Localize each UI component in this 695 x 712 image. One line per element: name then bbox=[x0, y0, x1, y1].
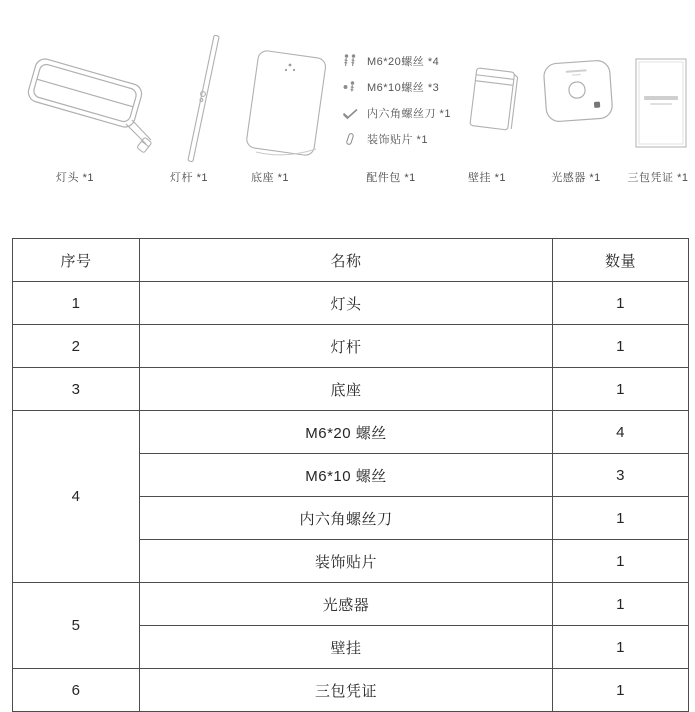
lamp-pole-illustration bbox=[168, 30, 232, 168]
accessory-pack-contents bbox=[342, 48, 451, 152]
table-row bbox=[13, 368, 689, 411]
accessory-item-label: M6*10螺丝 *3 bbox=[367, 82, 440, 94]
table-row bbox=[13, 282, 689, 325]
cell-qty: 4 bbox=[553, 411, 689, 454]
cell-qty: 1 bbox=[553, 497, 689, 540]
cell-seq: 6 bbox=[13, 669, 140, 712]
cell-name: 壁挂 bbox=[140, 626, 553, 669]
accessory-item-label: 内六角螺丝刀 *1 bbox=[367, 108, 451, 120]
cell-qty: 3 bbox=[553, 454, 689, 497]
packing-table bbox=[12, 238, 689, 712]
cell-name: 内六角螺丝刀 bbox=[140, 497, 553, 540]
accessory-item-label: 装饰贴片 *1 bbox=[367, 134, 428, 146]
light-sensor-illustration bbox=[538, 52, 618, 130]
hex-key-icon bbox=[342, 105, 358, 121]
cell-seq: 4 bbox=[13, 411, 140, 583]
accessory-item bbox=[342, 74, 451, 100]
cell-qty: 1 bbox=[553, 325, 689, 368]
wall-mount-illustration bbox=[464, 62, 522, 140]
cell-name: M6*10 螺丝 bbox=[140, 454, 553, 497]
warranty-certificate-illustration bbox=[633, 56, 689, 152]
cell-qty: 1 bbox=[553, 583, 689, 626]
cell-name: 底座 bbox=[140, 368, 553, 411]
cell-name: 灯杆 bbox=[140, 325, 553, 368]
accessory-item bbox=[342, 126, 451, 152]
cell-seq: 1 bbox=[13, 282, 140, 325]
cell-name: 装饰贴片 bbox=[140, 540, 553, 583]
table-row bbox=[13, 583, 689, 626]
cell-qty: 1 bbox=[553, 540, 689, 583]
header-qty: 数量 bbox=[553, 239, 689, 282]
accessory-item-label: M6*20螺丝 *4 bbox=[367, 56, 440, 68]
lamp-head-illustration bbox=[10, 53, 162, 159]
cell-seq: 3 bbox=[13, 368, 140, 411]
table-row bbox=[13, 669, 689, 712]
base-illustration bbox=[240, 48, 332, 160]
table-header-row bbox=[13, 239, 689, 282]
accessory-item bbox=[342, 48, 451, 74]
part-label-lamp-pole: 灯杆 *1 bbox=[170, 172, 208, 184]
cell-qty: 1 bbox=[553, 669, 689, 712]
part-label-wall-mount: 壁挂 *1 bbox=[468, 172, 506, 184]
part-label-accessory-pack: 配件包 *1 bbox=[366, 172, 416, 184]
header-seq: 序号 bbox=[13, 239, 140, 282]
screws-m6x20-icon bbox=[342, 53, 358, 69]
decorative-sticker-icon bbox=[342, 131, 358, 147]
table-row bbox=[13, 325, 689, 368]
part-label-light-sensor: 光感器 *1 bbox=[551, 172, 601, 184]
cell-seq: 2 bbox=[13, 325, 140, 368]
cell-name: 灯头 bbox=[140, 282, 553, 325]
cell-qty: 1 bbox=[553, 368, 689, 411]
cell-name: 三包凭证 bbox=[140, 669, 553, 712]
screw-m6x10-icon bbox=[342, 79, 358, 95]
part-label-lamp-head: 灯头 *1 bbox=[56, 172, 94, 184]
cell-name: M6*20 螺丝 bbox=[140, 411, 553, 454]
cell-qty: 1 bbox=[553, 626, 689, 669]
cell-qty: 1 bbox=[553, 282, 689, 325]
accessory-item bbox=[342, 100, 451, 126]
table-row bbox=[13, 411, 689, 454]
part-label-warranty: 三包凭证 *1 bbox=[627, 172, 689, 184]
header-name: 名称 bbox=[140, 239, 553, 282]
part-label-base: 底座 *1 bbox=[251, 172, 289, 184]
cell-seq: 5 bbox=[13, 583, 140, 669]
cell-name: 光感器 bbox=[140, 583, 553, 626]
